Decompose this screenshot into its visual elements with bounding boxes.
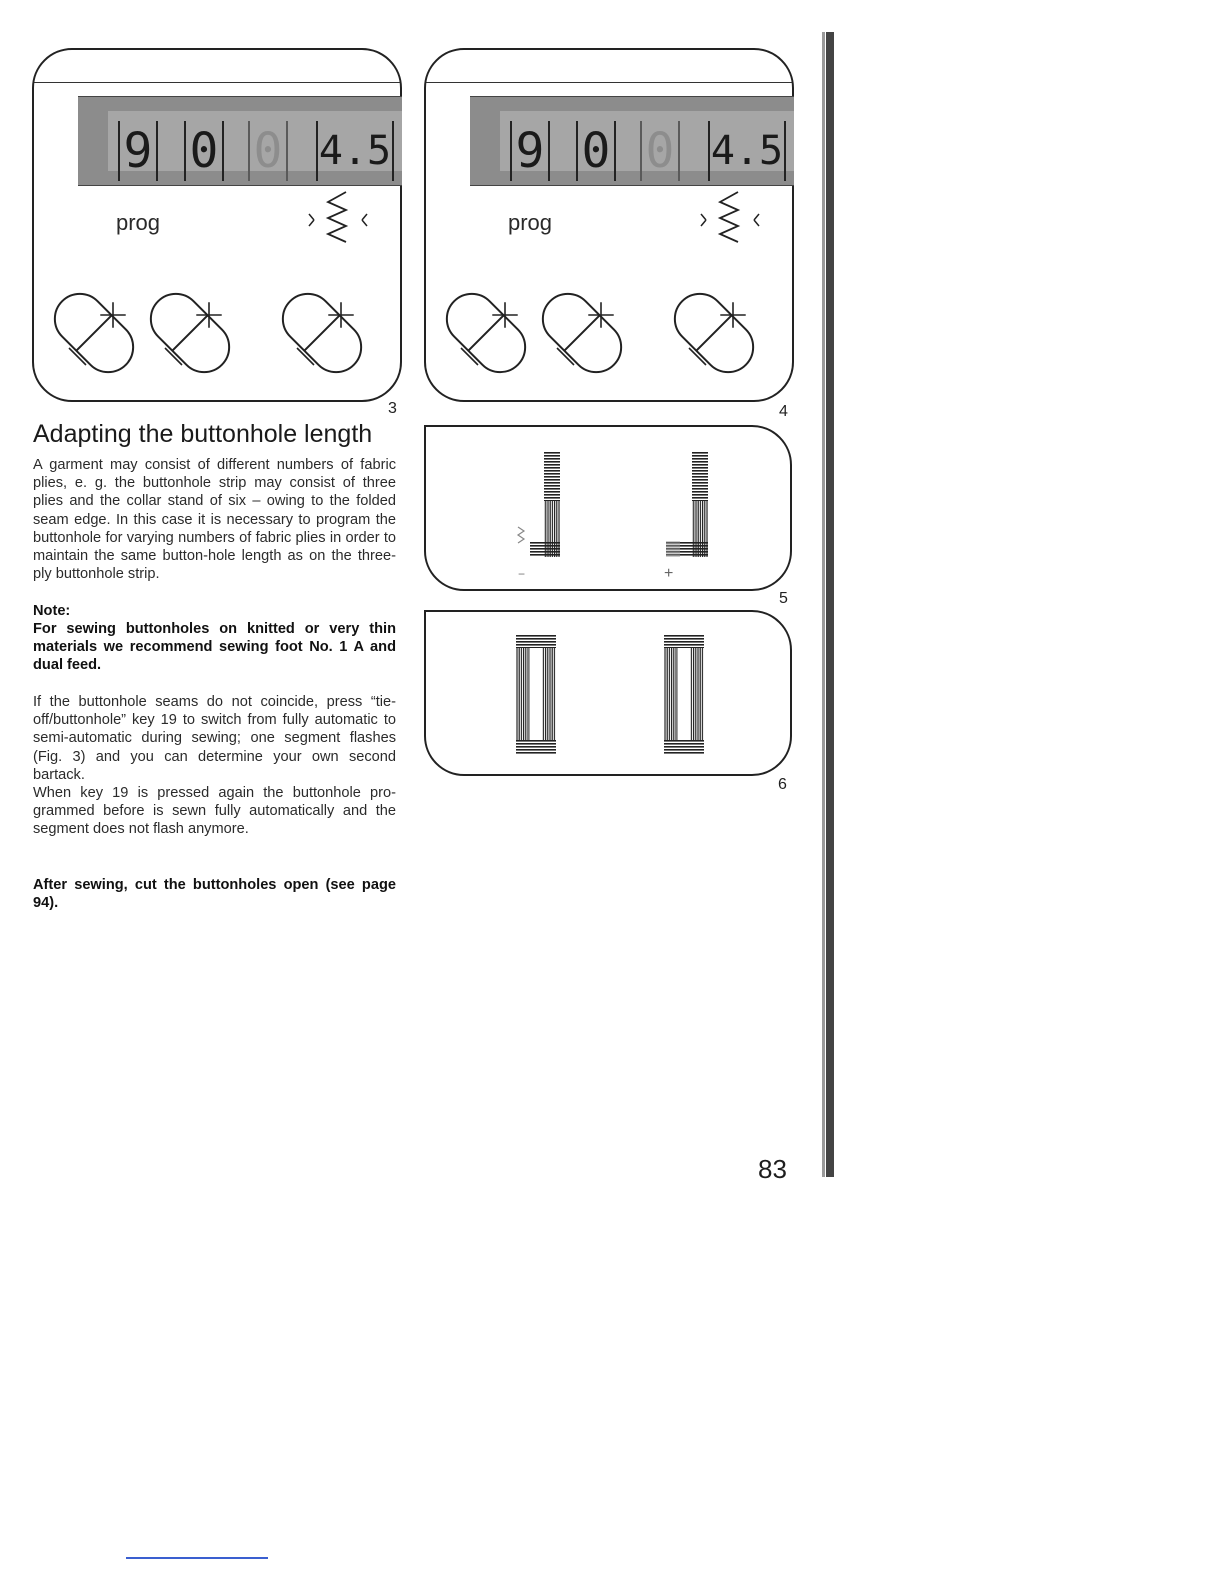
section-heading: Adapting the buttonhole length [33,420,373,448]
lcd-digit-4: 4.5 [316,121,394,181]
intro-paragraph: A garment may consist of different numbers of fabric plies, e. g. the buttonhole strip may consist of three plies and the collar stand of six – owing to the folded seam edge. In this case it is necessary to program the buttonhole for varying numbers of fabric plies in order to maintain the same button-hole length as on the three-ply buttonhole strip. [33,457,396,583]
panel-rim [34,66,400,83]
figure-number-4: 4 [779,403,788,420]
lcd-digit-1: 9 [510,121,550,181]
page-number: 83 [758,1154,787,1184]
figure-number-6: 6 [778,776,787,793]
buttonhole-complete-icon-2 [660,632,710,756]
minus-indicator: − [518,567,526,581]
lcd-display [78,96,402,186]
plus-minus-button-1[interactable] [44,278,144,388]
lcd-digit-4: 4.5 [708,121,786,181]
plus-indicator: + [664,565,674,582]
stitch-figure-5 [424,425,792,591]
lcd-digit-3-flashing: 0 [248,121,288,181]
stitch-pattern-icon [698,190,762,250]
page-edge-bar [826,32,834,1177]
plus-minus-button-2[interactable] [140,278,240,388]
plus-minus-button-2[interactable] [532,278,632,388]
stitch-figure-6 [424,610,792,776]
control-panel-fig4 [424,48,794,402]
plus-minus-button-3[interactable] [272,278,372,388]
lcd-digit-2: 0 [576,121,616,181]
stitch-pattern-icon [306,190,370,250]
page-edge-shadow [822,32,825,1177]
lcd-digit-3: 0 [640,121,680,181]
plus-minus-button-1[interactable] [436,278,536,388]
panel-rim [426,66,792,83]
lcd-digit-2: 0 [184,121,224,181]
note-label: Note: [33,603,71,619]
prog-label: prog [508,210,553,235]
control-panel-fig3 [32,48,402,402]
lcd-digit-1: 9 [118,121,158,181]
buttonhole-left-half-icon [658,449,718,573]
buttonhole-left-half-icon [510,449,570,573]
body-paragraph-2: If the buttonhole seams do not coincide, press “tie-off/buttonhole” key 19 to switch from fully automatic to semi-automatic during sewing; one segment flashes (Fig. 3) and you can determine your own second bartack. [33,694,396,783]
footer-underline [126,1557,268,1559]
figure-number-3: 3 [388,400,397,417]
prog-label: prog [116,210,161,235]
lcd-display [470,96,794,186]
after-sewing-instruction: After sewing, cut the buttonholes open (see page 94). [33,877,396,912]
plus-minus-button-3[interactable] [664,278,764,388]
buttonhole-complete-icon-1 [512,632,562,756]
note-text: For sewing buttonholes on knitted or very thin materials we recommend sewing foot No. 1 A and dual feed. [33,621,396,674]
body-paragraph-3: When key 19 is pressed again the buttonhole pro-grammed before is sewn fully automatically and the segment does not flash anymore. [33,785,396,838]
figure-number-5: 5 [779,590,788,607]
